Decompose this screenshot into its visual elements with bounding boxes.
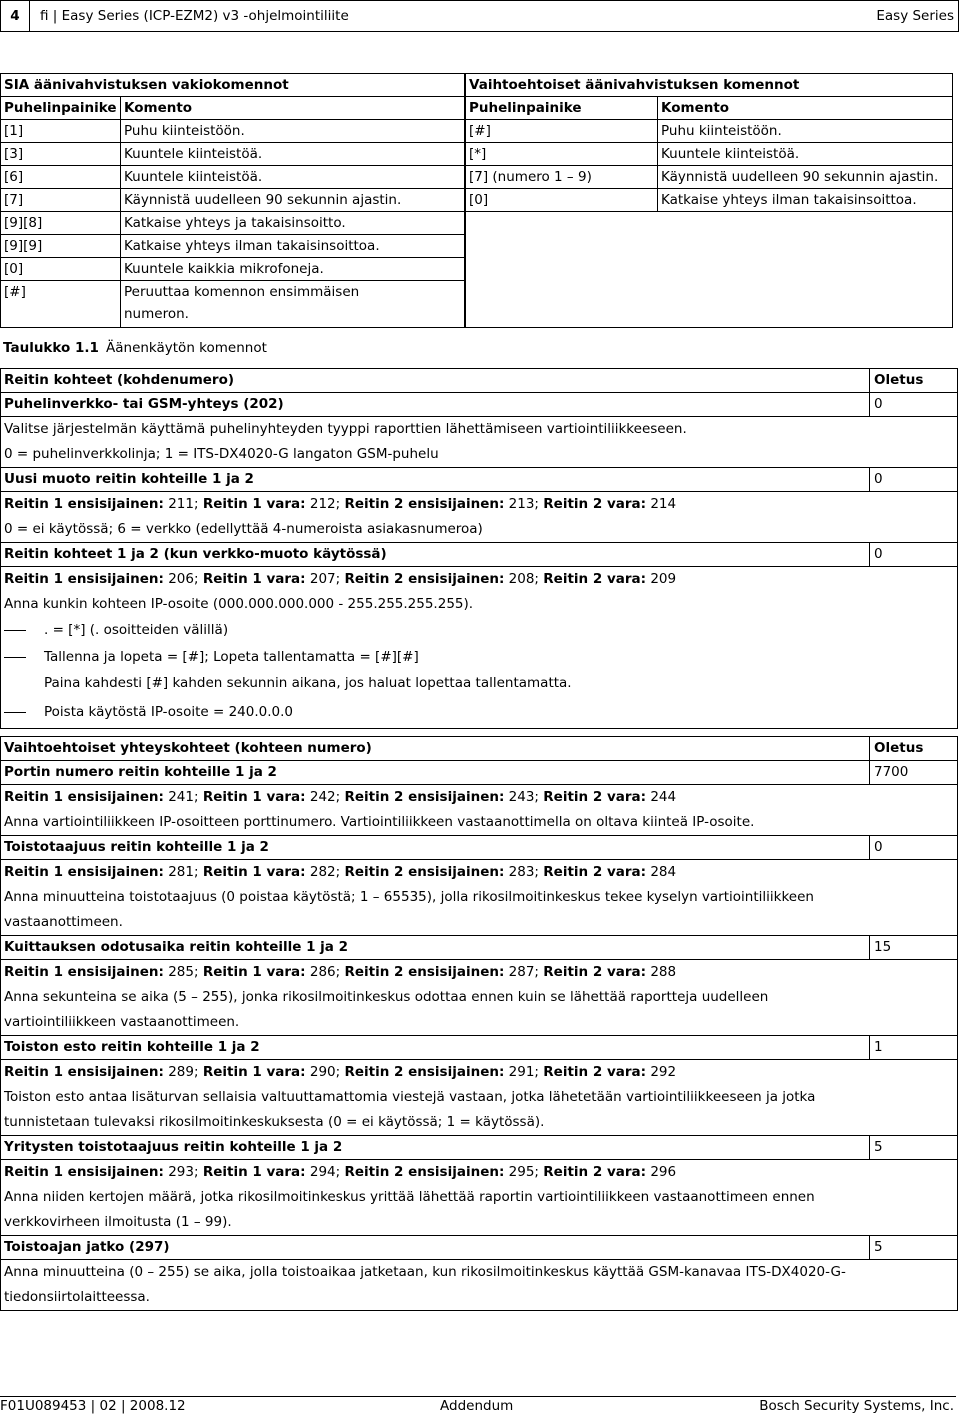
table-cell: [#]	[1, 281, 121, 328]
alternate-destinations-block	[0, 736, 958, 1311]
series-name: Easy Series	[876, 8, 954, 24]
section-title: Yritysten toistotaajuus reitin kohteille 1 ja 2	[4, 1139, 343, 1155]
left-col-command: Komento	[121, 97, 465, 120]
default-value: 0	[869, 836, 959, 859]
voice-commands-table	[0, 73, 953, 328]
table-cell: [7] (numero 1 – 9)	[466, 166, 658, 189]
section-body	[1, 567, 957, 728]
block-header	[1, 369, 957, 393]
table-cell: [9][9]	[1, 235, 121, 258]
table-cell: [#]	[466, 120, 658, 143]
left-col-key: Puhelinpainike	[1, 97, 121, 120]
footer-section: Addendum	[440, 1398, 514, 1414]
table-cell: Käynnistä uudelleen 90 sekunnin ajastin.	[121, 189, 465, 212]
right-col-command: Komento	[658, 97, 953, 120]
address-line: Reitin 1 ensisijainen: 206; Reitin 1 vara: 207; Reitin 2 ensisijainen: 208; Reitin 2 vara: 209	[4, 571, 677, 587]
table-cell: numeron.	[121, 303, 465, 328]
section-title: Reitin kohteet 1 ja 2 (kun verkko-muoto käytössä)	[4, 546, 387, 562]
table-cell: [0]	[466, 189, 658, 212]
section-body	[1, 960, 957, 1036]
default-header: Oletus	[869, 737, 959, 760]
description-line: tunnistetaan tulevaksi rikosilmoitinkeskuksesta (0 = ei käytössä; 1 = käytössä).	[4, 1114, 545, 1130]
description-line: 0 = ei käytössä; 6 = verkko (edellyttää 4-numeroista asiakasnumeroa)	[4, 521, 483, 537]
section-title: Puhelinverkko- tai GSM-yhteys (202)	[4, 396, 284, 412]
section-title: Toistoajan jatko (297)	[4, 1239, 170, 1255]
bullet-item: . = [*] (. osoitteiden välillä)	[1, 617, 870, 644]
section-body	[1, 785, 957, 836]
description-line: Anna minuutteina (0 – 255) se aika, jolla toistoaikaa jatketaan, kun rikosilmoitinkeskus käyttää GSM-kanavaa ITS-DX4020-G-	[4, 1264, 846, 1280]
table-cell: Kuuntele kiinteistöä.	[658, 143, 953, 166]
right-table-title: Vaihtoehtoiset äänivahvistuksen komennot	[466, 74, 953, 97]
right-col-key: Puhelinpainike	[466, 97, 658, 120]
section-body	[1, 1160, 957, 1236]
section	[1, 836, 957, 860]
table-cell: Puhu kiinteistöön.	[658, 120, 953, 143]
table-cell: Puhu kiinteistöön.	[121, 120, 465, 143]
default-value: 0	[869, 393, 959, 416]
table-caption	[3, 338, 267, 358]
page-header	[0, 0, 959, 32]
table-cell: [0]	[1, 258, 121, 281]
description-line: 0 = puhelinverkkolinja; 1 = ITS-DX4020-G langaton GSM-puhelu	[4, 446, 439, 462]
table-cell: Peruuttaa komennon ensimmäisen	[121, 281, 465, 304]
description-line: Anna vartiointiliikkeen IP-osoitteen porttinumero. Vartiointiliikkeen vastaanottimella on oltava kiinteä IP-osoite.	[4, 814, 755, 830]
section-title: Toistotaajuus reitin kohteille 1 ja 2	[4, 839, 269, 855]
table-cell: Katkaise yhteys ilman takaisinsoittoa.	[121, 235, 465, 258]
bullet-item: Poista käytöstä IP-osoite = 240.0.0.0	[1, 697, 870, 728]
description-line: Toiston esto antaa lisäturvan sellaisia valtuuttamattomia viestejä vastaan, jotka lähetetään vartiointiliikkeeseen ja jotka	[4, 1089, 816, 1105]
section-body	[1, 1060, 957, 1136]
page-footer	[0, 1396, 960, 1414]
table-cell: Katkaise yhteys ilman takaisinsoittoa.	[658, 189, 953, 212]
dash-icon	[4, 644, 44, 670]
section	[1, 1236, 957, 1260]
default-value: 15	[869, 936, 959, 959]
document-title: fi | Easy Series (ICP-EZM2) v3 -ohjelmointiliite	[40, 8, 349, 24]
table-cell: [1]	[1, 120, 121, 143]
section	[1, 468, 957, 492]
footer-company: Bosch Security Systems, Inc.	[759, 1398, 954, 1414]
address-line: Reitin 1 ensisijainen: 281; Reitin 1 vara: 282; Reitin 2 ensisijainen: 283; Reitin 2 vara: 284	[4, 864, 677, 880]
page-number: 4	[10, 8, 20, 24]
route-destinations-block	[0, 368, 958, 729]
default-value: 1	[869, 1036, 959, 1059]
default-value: 0	[869, 468, 959, 491]
table-cell: Kuuntele kaikkia mikrofoneja.	[121, 258, 465, 281]
address-line: Reitin 1 ensisijainen: 285; Reitin 1 vara: 286; Reitin 2 ensisijainen: 287; Reitin 2 vara: 288	[4, 964, 677, 980]
section-title: Toiston esto reitin kohteille 1 ja 2	[4, 1039, 260, 1055]
table-cell: Kuuntele kiinteistöä.	[121, 166, 465, 189]
description-line: Anna kunkin kohteen IP-osoite (000.000.000.000 - 255.255.255.255).	[4, 596, 474, 612]
block-header	[1, 737, 957, 761]
table-cell: [3]	[1, 143, 121, 166]
bullet-item: Tallenna ja lopeta = [#]; Lopeta tallentamatta = [#][#]	[1, 644, 870, 670]
section	[1, 936, 957, 960]
section-body	[1, 860, 957, 936]
default-value: 0	[869, 543, 959, 566]
block-title: Vaihtoehtoiset yhteyskohteet (kohteen numero)	[4, 740, 372, 756]
description-line: tiedonsiirtolaitteessa.	[4, 1289, 150, 1305]
description-line: Anna niiden kertojen määrä, jotka rikosilmoitinkeskus yrittää lähettää raportin vartiointiliikkeen vastaanottimeen ennen	[4, 1189, 815, 1205]
address-line: Reitin 1 ensisijainen: 211; Reitin 1 vara: 212; Reitin 2 ensisijainen: 213; Reitin 2 vara: 214	[4, 496, 677, 512]
default-value: 7700	[869, 761, 959, 784]
default-value: 5	[869, 1236, 959, 1259]
description-line: Valitse järjestelmän käyttämä puhelinyhteyden tyyppi raporttien lähettämiseen vartiointiliikkeeseen.	[4, 421, 687, 437]
section	[1, 543, 957, 567]
section-title: Kuittauksen odotusaika reitin kohteille 1 ja 2	[4, 939, 349, 955]
footer-doc-id: F01U089453 | 02 | 2008.12	[0, 1398, 186, 1414]
table-cell: Käynnistä uudelleen 90 sekunnin ajastin.	[658, 166, 953, 189]
section	[1, 393, 957, 417]
default-value: 5	[869, 1136, 959, 1159]
section-body	[1, 1260, 957, 1310]
address-line: Reitin 1 ensisijainen: 293; Reitin 1 vara: 294; Reitin 2 ensisijainen: 295; Reitin 2 vara: 296	[4, 1164, 677, 1180]
description-line: verkkovirheen ilmoitusta (1 – 99).	[4, 1214, 232, 1230]
address-line: Reitin 1 ensisijainen: 289; Reitin 1 vara: 290; Reitin 2 ensisijainen: 291; Reitin 2 vara: 292	[4, 1064, 677, 1080]
table-cell: Katkaise yhteys ja takaisinsoitto.	[121, 212, 465, 235]
default-header: Oletus	[869, 369, 959, 392]
table-cell: [*]	[466, 143, 658, 166]
section	[1, 761, 957, 785]
address-line: Reitin 1 ensisijainen: 241; Reitin 1 vara: 242; Reitin 2 ensisijainen: 243; Reitin 2 vara: 244	[4, 789, 677, 805]
table-cell: [9][8]	[1, 212, 121, 235]
section-title: Portin numero reitin kohteille 1 ja 2	[4, 764, 277, 780]
table-cell: Kuuntele kiinteistöä.	[121, 143, 465, 166]
description-line: Anna minuutteina toistotaajuus (0 poistaa käytöstä; 1 – 65535), jolla rikosilmoitinkeskus tekee kyselyn vartiointiliikkeen	[4, 889, 814, 905]
table-cell: [6]	[1, 166, 121, 189]
section	[1, 1036, 957, 1060]
section	[1, 1136, 957, 1160]
bullet-subtext: Paina kahdesti [#] kahden sekunnin aikana, jos haluat lopettaa tallentamatta.	[44, 675, 572, 691]
description-line: vartiointiliikkeen vastaanottimeen.	[4, 1014, 240, 1030]
table-cell: [7]	[1, 189, 121, 212]
dash-icon	[4, 697, 44, 728]
left-table-title: SIA äänivahvistuksen vakiokomennot	[1, 74, 465, 97]
caption-text: Äänenkäytön komennot	[106, 340, 267, 356]
dash-icon	[4, 617, 44, 644]
caption-label: Taulukko 1.1	[3, 340, 99, 356]
description-line: vastaanottimeen.	[4, 914, 123, 930]
block-title: Reitin kohteet (kohdenumero)	[4, 372, 235, 388]
description-line: Anna sekunteina se aika (5 – 255), jonka rikosilmoitinkeskus odottaa ennen kuin se lähettää raportteja uudelleen	[4, 989, 769, 1005]
section-title: Uusi muoto reitin kohteille 1 ja 2	[4, 471, 254, 487]
section-body	[1, 492, 957, 543]
section-body	[1, 417, 957, 468]
